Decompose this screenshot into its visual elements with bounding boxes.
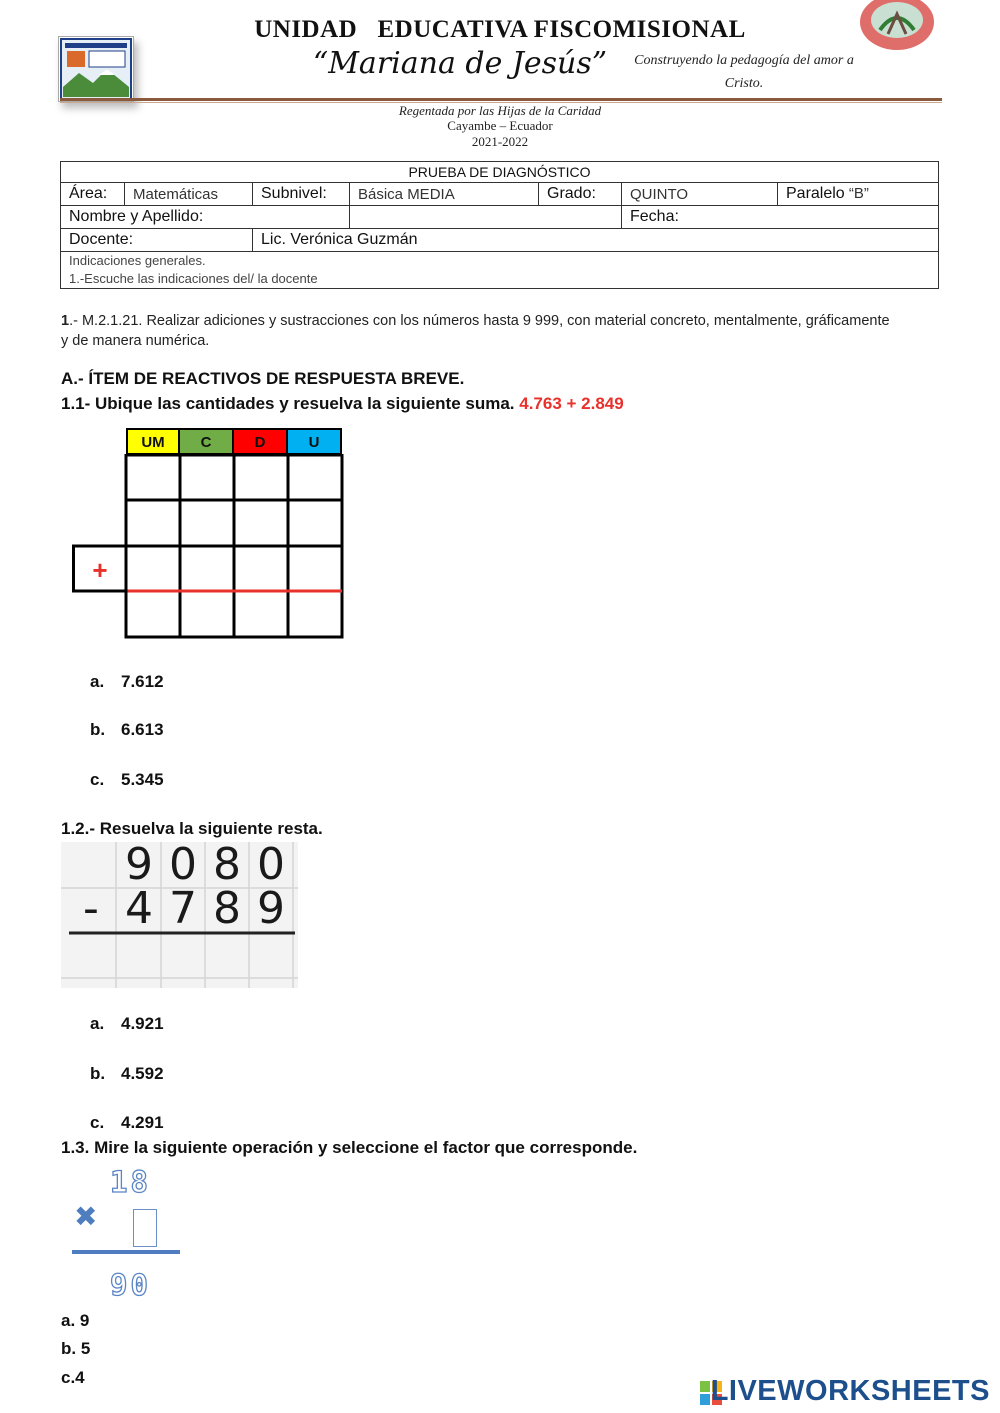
paralelo-value: “B”: [848, 185, 869, 202]
missing-factor-box[interactable]: [133, 1209, 157, 1247]
multiplication-line: [72, 1250, 180, 1254]
q1-option-a[interactable]: [90, 672, 164, 692]
area-value: Matemáticas: [125, 183, 253, 206]
q2-option-c[interactable]: [90, 1113, 164, 1133]
plus-sign: +: [92, 555, 108, 585]
times-icon: ✖: [74, 1200, 98, 1233]
q1-option-b-value: 6.613: [121, 720, 164, 739]
fecha-label: Fecha:: [622, 206, 939, 229]
nombre-label: Nombre y Apellido:: [61, 206, 350, 229]
q2-option-c-value: 4.291: [121, 1113, 164, 1132]
header-c: C: [180, 428, 234, 455]
subnivel-label: Subnivel:: [253, 183, 350, 206]
school-logo-left: [58, 36, 134, 102]
top-digit-1: 9: [125, 839, 153, 890]
area-label: Área:: [61, 183, 125, 206]
docente-value: Lic. Verónica Guzmán: [253, 229, 939, 252]
section-a-heading: A.- ÍTEM DE REACTIVOS DE RESPUESTA BREVE.: [61, 369, 465, 388]
school-name: “Mariana de Jesús”: [312, 46, 608, 81]
q1-option-b-letter: b.: [90, 720, 106, 739]
school-motto: [620, 49, 868, 95]
q1-option-a-letter: a.: [90, 672, 105, 691]
paralelo-label: Paralelo: [786, 185, 845, 202]
location-line: Cayambe – Ecuador: [447, 118, 553, 133]
q1-option-c-letter: c.: [90, 770, 105, 789]
docente-label: Docente:: [61, 229, 253, 252]
q3-option-c[interactable]: c.4: [61, 1368, 85, 1387]
grado-value: QUINTO: [622, 183, 778, 206]
nombre-field[interactable]: [350, 206, 622, 229]
top-digit-4: 0: [257, 839, 285, 890]
q1-prompt: 1.1- Ubique las cantidades y resuelva la siguiente suma.: [61, 394, 515, 413]
indicaciones-cell: [61, 252, 939, 289]
q1-option-c-value: 5.345: [121, 770, 164, 789]
multiplication-figure: [60, 1165, 190, 1305]
school-title: UNIDAD EDUCATIVA FISCOMISIONAL: [254, 16, 746, 43]
q1-option-a-value: 7.612: [121, 672, 164, 691]
school-logo-right: [858, 0, 936, 52]
q2-option-a-value: 4.921: [121, 1014, 164, 1033]
school-year: 2021-2022: [471, 134, 529, 149]
grado-label: Grado:: [539, 183, 622, 206]
skill-number: 1: [61, 313, 70, 329]
header-um: UM: [126, 428, 180, 455]
bottom-digit-2: 7: [169, 883, 197, 934]
bottom-digit-3: 8: [213, 883, 241, 934]
test-title: PRUEBA DE DIAGNÓSTICO: [61, 162, 939, 183]
minus-sign: -: [83, 883, 99, 934]
info-table: [60, 161, 939, 289]
q2-option-c-letter: c.: [90, 1113, 105, 1132]
q2-option-b-value: 4.592: [121, 1064, 164, 1083]
skill-statement: [61, 311, 946, 351]
top-digit-3: 8: [213, 839, 241, 890]
q1-prompt-line: [61, 394, 624, 414]
product: 90: [110, 1268, 151, 1302]
grid-lines: [72, 454, 347, 640]
subnivel-value: Básica MEDIA: [350, 183, 539, 206]
q2-prompt: 1.2.- Resuelva la siguiente resta.: [61, 819, 323, 838]
q2-option-b-letter: b.: [90, 1064, 106, 1083]
paralelo-cell: [778, 183, 939, 206]
q1-operation: 4.763 + 2.849: [519, 394, 624, 413]
indicacion-1: 1.-Escuche las indicaciones del/ la docente: [69, 271, 318, 286]
motto-line-1: Construyendo la pedagogía del amor a: [634, 53, 854, 68]
q2-option-a[interactable]: [90, 1014, 164, 1034]
q3-option-b[interactable]: b. 5: [61, 1339, 91, 1358]
regentada-line: Regentada por las Hijas de la Caridad: [398, 103, 602, 118]
q1-option-b[interactable]: [90, 720, 164, 740]
multiplicand: 18: [110, 1165, 151, 1199]
liveworksheets-watermark: LIVEWORKSHEETS: [710, 1375, 990, 1407]
q3-prompt: 1.3. Mire la siguiente operación y seleccione el factor que corresponde.: [61, 1138, 638, 1157]
q1-option-c[interactable]: [90, 770, 164, 790]
bottom-digit-1: 4: [125, 883, 153, 934]
header-d: D: [234, 428, 288, 455]
q2-option-b[interactable]: [90, 1064, 164, 1084]
subtraction-figure: [61, 839, 298, 988]
indicaciones-title: Indicaciones generales.: [69, 253, 206, 268]
bottom-digit-4: 9: [257, 883, 285, 934]
skill-text-2: y de manera numérica.: [61, 333, 210, 349]
header-u: U: [288, 428, 342, 455]
top-digit-2: 0: [169, 839, 197, 890]
skill-text: .- M.2.1.21. Realizar adiciones y sustracciones con los números hasta 9 999, con material concreto, mentalmente, gráficamente: [69, 313, 890, 329]
motto-line-2: Cristo.: [724, 76, 764, 91]
q2-option-a-letter: a.: [90, 1014, 105, 1033]
q3-option-a[interactable]: a. 9: [61, 1311, 90, 1330]
header-divider: [60, 98, 942, 101]
